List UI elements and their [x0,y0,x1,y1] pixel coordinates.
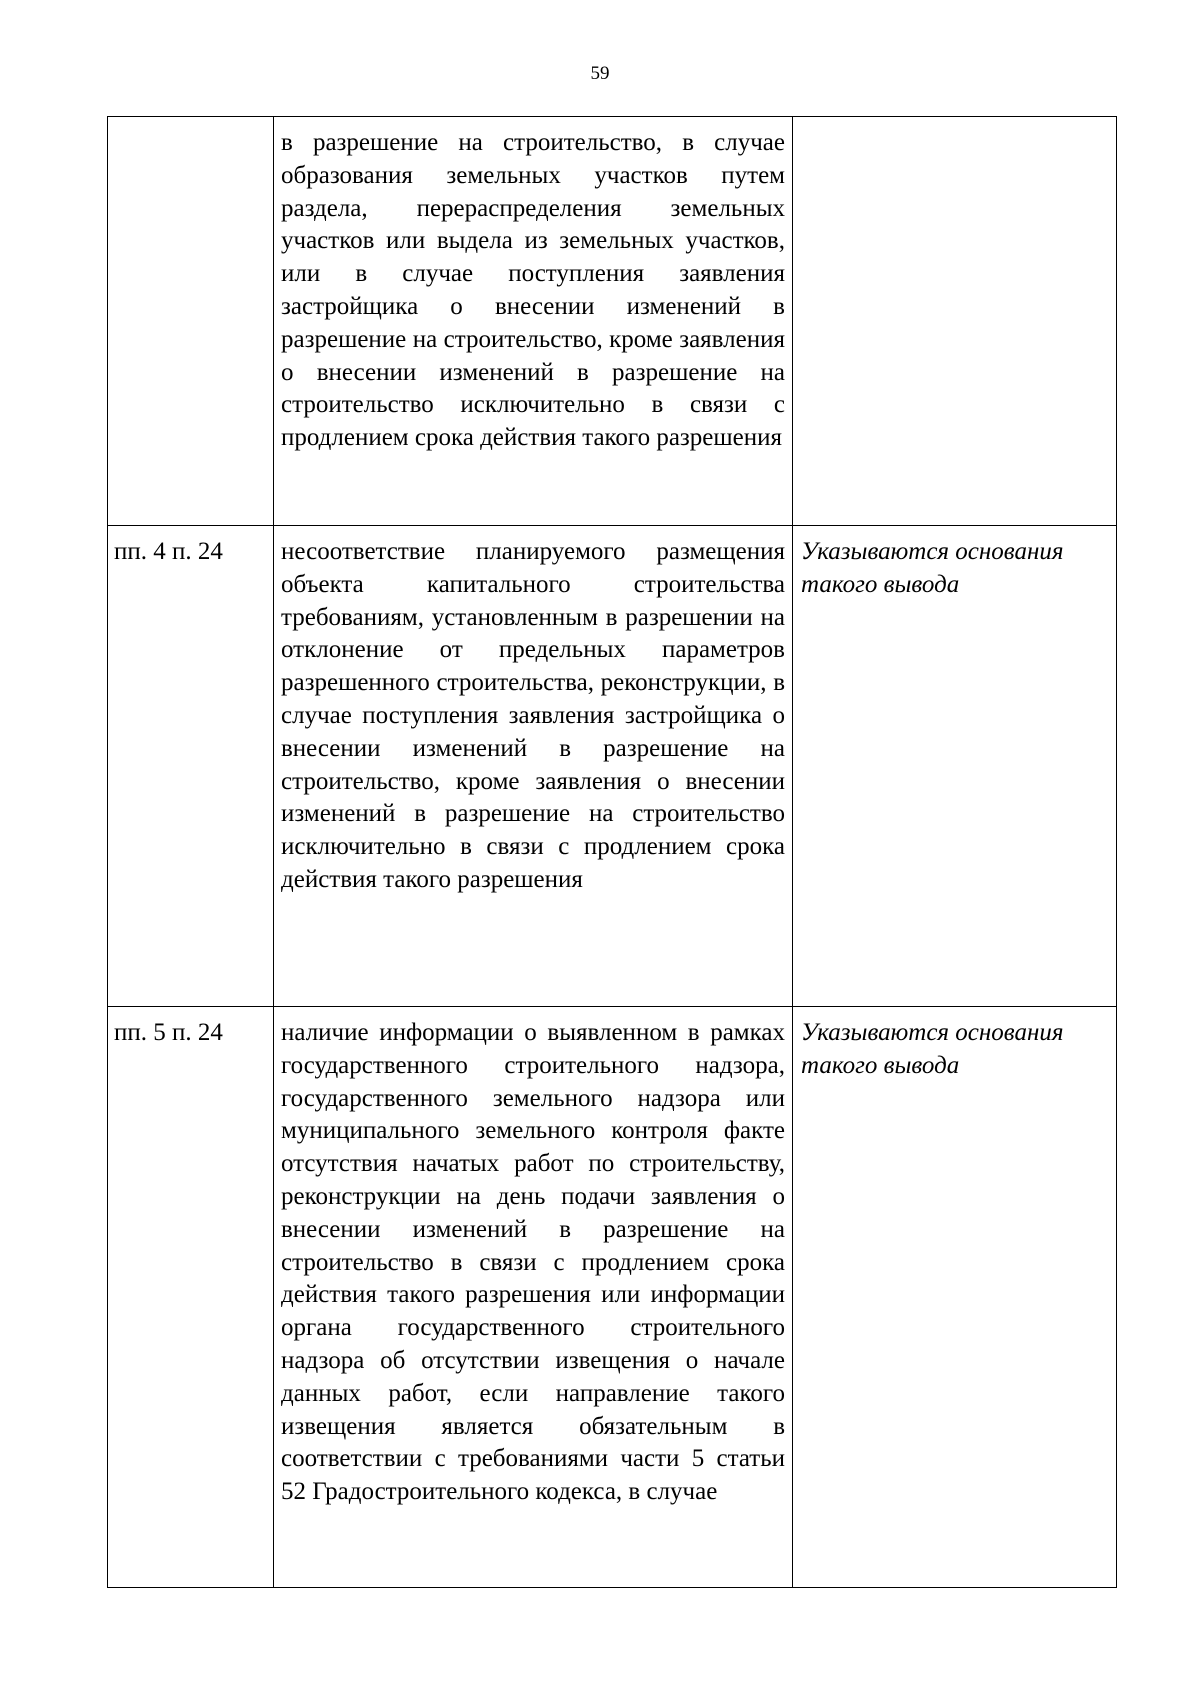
document-table [107,116,1117,1588]
page-number: 59 [590,63,610,84]
table-cell-note: Указываются основания такого вывода [793,1007,1117,1588]
table-row [108,526,1117,1007]
table-cell-note: Указываются основания такого вывода [793,526,1117,1007]
table-cell-reference: пп. 4 п. 24 [108,526,274,1007]
table-cell-note [793,117,1117,526]
table-cell-text: несоответствие планируемого размещения объекта капитального строительства требованиям, установленным в разрешении на отклонение от предельных параметров разрешенного строительства, реконструкции, в случае поступления заявления застройщика о внесении изменений в разрешение на строительство, кроме заявления о внесении изменений в разрешение на строительство исключительно в связи с продлением срока действия такого разрешения [274,526,793,1007]
table-cell-text: наличие информации о выявленном в рамках государственного строительного надзора, государственного земельного надзора или муниципального земельного контроля факте отсутствия начатых работ по строительству, реконструкции на день подачи заявления о внесении изменений в разрешение на строительство в связи с продлением срока действия такого разрешения или информации органа государственного строительного надзора об отсутствии извещения о начале данных работ, если направление такого извещения является обязательным в соответствии с требованиями части 5 статьи 52 Градостроительного кодекса, в случае [274,1007,793,1588]
table-cell-text: в разрешение на строительство, в случае образования земельных участков путем раздела, перераспределения земельных участков или выдела из земельных участков, или в случае поступления заявления застройщика о внесении изменений в разрешение на строительство, кроме заявления о внесении изменений в разрешение на строительство исключительно в связи с продлением срока действия такого разрешения [274,117,793,526]
table-row [108,1007,1117,1588]
table-row [108,117,1117,526]
table-cell-reference: пп. 5 п. 24 [108,1007,274,1588]
table-cell-reference [108,117,274,526]
